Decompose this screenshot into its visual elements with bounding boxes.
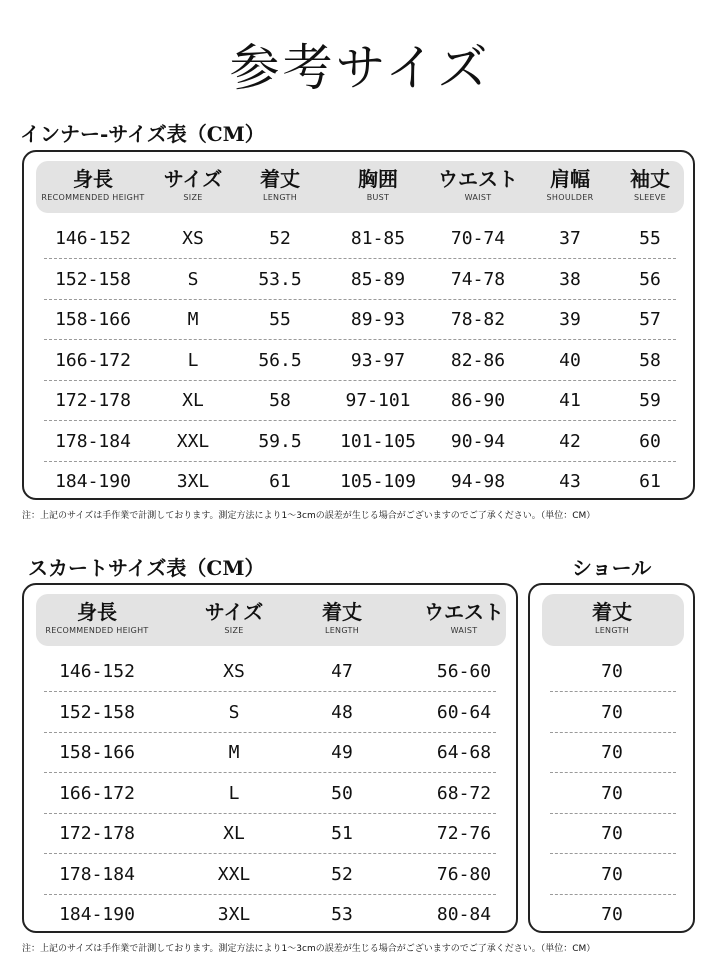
table-cell: 172-178 xyxy=(55,390,131,411)
table-cell: 101-105 xyxy=(340,430,416,452)
table-header xyxy=(542,594,684,646)
table-cell: 184-190 xyxy=(55,471,131,492)
table-cell: 70 xyxy=(601,661,623,682)
table-cell: 70 xyxy=(601,701,623,723)
table-cell: 53 xyxy=(331,904,353,925)
table-cell: 72-76 xyxy=(436,823,492,844)
table-cell: 152-158 xyxy=(59,701,135,723)
table-cell: 3XL xyxy=(176,471,210,492)
table-cell: XL xyxy=(182,390,204,411)
header-sublabel: SLEEVE xyxy=(634,193,666,202)
table-cell: 49 xyxy=(331,742,353,763)
table-cell: 90-94 xyxy=(450,430,506,452)
table-cell: 58 xyxy=(639,349,661,371)
table-cell: 70 xyxy=(601,904,623,925)
table-row xyxy=(44,341,676,381)
header-label: 着丈 xyxy=(260,167,300,191)
table-cell: 70 xyxy=(601,823,623,844)
table-cell: 51 xyxy=(331,823,353,844)
header-cell xyxy=(292,594,392,637)
table-cell: 59.5 xyxy=(258,430,302,452)
table-header xyxy=(36,161,684,213)
table-cell: 48 xyxy=(331,701,353,723)
table-cell: 105-109 xyxy=(340,471,416,492)
table-cell: S xyxy=(228,701,240,723)
table-cell: L xyxy=(228,782,240,804)
table-cell: 39 xyxy=(559,309,581,330)
table-cell: 55 xyxy=(639,228,661,249)
table-row xyxy=(44,422,676,462)
table-row xyxy=(550,855,676,895)
table-row xyxy=(550,693,676,733)
header-sublabel: RECOMMENDED HEIGHT xyxy=(41,193,145,202)
table-row xyxy=(550,652,676,692)
header-label: ウエスト xyxy=(424,600,504,624)
table-cell: 158-166 xyxy=(59,742,135,763)
table-row xyxy=(44,814,496,854)
table-cell: XXL xyxy=(176,430,210,452)
table-row xyxy=(44,733,496,773)
header-sublabel: SIZE xyxy=(224,626,244,635)
table-cell: 70 xyxy=(601,742,623,763)
table-row xyxy=(44,693,496,733)
table-cell: 38 xyxy=(559,268,581,290)
table-cell: 81-85 xyxy=(350,228,406,249)
table-cell: 178-184 xyxy=(59,863,135,885)
table-cell: 61 xyxy=(639,471,661,492)
table-cell: 47 xyxy=(331,661,353,682)
skirt-size-table xyxy=(22,583,518,933)
table-cell: 166-172 xyxy=(55,349,131,371)
table-cell: XS xyxy=(223,661,245,682)
header-label: ウエスト xyxy=(438,167,518,191)
table-row xyxy=(44,462,676,502)
table-cell: 178-184 xyxy=(55,430,131,452)
table-row xyxy=(550,733,676,773)
table-cell: XL xyxy=(223,823,245,844)
table-cell: XXL xyxy=(217,863,251,885)
table-cell: M xyxy=(228,742,240,763)
table-cell: 61 xyxy=(269,471,291,492)
table-row xyxy=(44,774,496,814)
table-cell: 37 xyxy=(559,228,581,249)
table-cell: 74-78 xyxy=(450,268,506,290)
table-cell: 60-64 xyxy=(436,701,492,723)
table-cell: 55 xyxy=(269,309,291,330)
table-cell: 68-72 xyxy=(436,782,492,804)
table-cell: 76-80 xyxy=(436,863,492,885)
table-row xyxy=(44,381,676,421)
table-cell: 43 xyxy=(559,471,581,492)
header-cell xyxy=(38,161,148,204)
table-cell: 146-152 xyxy=(55,228,131,249)
header-sublabel: SHOULDER xyxy=(546,193,594,202)
table-cell: 50 xyxy=(331,782,353,804)
table-cell: 94-98 xyxy=(450,471,506,492)
table-cell: 89-93 xyxy=(350,309,406,330)
inner-table-title: インナー-サイズ表（CM） xyxy=(20,122,265,146)
header-label: 身長 xyxy=(77,600,117,624)
table-cell: 40 xyxy=(559,349,581,371)
table-cell: 80-84 xyxy=(436,904,492,925)
table-cell: 82-86 xyxy=(450,349,506,371)
table-cell: 41 xyxy=(559,390,581,411)
header-sublabel: LENGTH xyxy=(262,193,298,202)
table-cell: L xyxy=(187,349,199,371)
table-cell: 85-89 xyxy=(350,268,406,290)
table-cell: 56.5 xyxy=(258,349,302,371)
table-cell: 52 xyxy=(269,228,291,249)
table-cell: M xyxy=(187,309,199,330)
shawl-size-table xyxy=(528,583,695,933)
table-cell: 70 xyxy=(601,863,623,885)
inner-size-table xyxy=(22,150,695,500)
header-label: 着丈 xyxy=(322,600,362,624)
table-cell: 184-190 xyxy=(59,904,135,925)
table-row xyxy=(44,652,496,692)
header-cell xyxy=(426,161,530,204)
table-row xyxy=(44,219,676,259)
table-cell: 60 xyxy=(639,430,661,452)
header-cell xyxy=(184,594,284,637)
table-cell: S xyxy=(187,268,199,290)
page-title: 参考サイズ xyxy=(229,39,491,97)
header-label: 着丈 xyxy=(592,600,632,624)
table-cell: 59 xyxy=(639,390,661,411)
table-row xyxy=(550,814,676,854)
table-cell: 70-74 xyxy=(450,228,506,249)
header-cell xyxy=(534,161,606,204)
table-cell: 172-178 xyxy=(59,823,135,844)
table-cell: 78-82 xyxy=(450,309,506,330)
header-cell xyxy=(236,161,324,204)
header-sublabel: LENGTH xyxy=(594,626,630,635)
table-cell: 56-60 xyxy=(436,661,492,682)
table-cell: 53.5 xyxy=(258,268,302,290)
table-cell: 166-172 xyxy=(59,782,135,804)
skirt-note: 注：上記のサイズは手作業で計測しております。測定方法により1～3cmの誤差が生じる場合がございますのでご了承ください。（単位：CM） xyxy=(22,944,596,954)
header-sublabel: RECOMMENDED HEIGHT xyxy=(45,626,149,635)
table-row xyxy=(44,855,496,895)
table-cell: 93-97 xyxy=(350,349,406,371)
table-cell: XS xyxy=(182,228,204,249)
header-cell xyxy=(544,594,680,637)
header-cell xyxy=(326,161,430,204)
table-cell: 3XL xyxy=(217,904,251,925)
header-cell xyxy=(38,594,156,637)
table-cell: 158-166 xyxy=(55,309,131,330)
table-row xyxy=(44,895,496,935)
header-sublabel: SIZE xyxy=(183,193,203,202)
table-cell: 86-90 xyxy=(450,390,506,411)
table-row xyxy=(44,300,676,340)
header-sublabel: WAIST xyxy=(464,193,492,202)
table-cell: 58 xyxy=(269,390,291,411)
header-label: サイズ xyxy=(204,600,264,624)
header-cell xyxy=(152,161,234,204)
header-sublabel: WAIST xyxy=(450,626,478,635)
header-label: サイズ xyxy=(163,167,223,191)
shawl-table-title: ショール xyxy=(572,556,652,580)
header-cell xyxy=(404,594,524,637)
header-cell xyxy=(614,161,686,204)
table-cell: 42 xyxy=(559,430,581,452)
table-cell: 152-158 xyxy=(55,268,131,290)
header-sublabel: BUST xyxy=(366,193,390,202)
table-cell: 146-152 xyxy=(59,661,135,682)
header-label: 肩幅 xyxy=(550,167,590,191)
table-cell: 97-101 xyxy=(345,390,411,411)
table-cell: 52 xyxy=(331,863,353,885)
table-cell: 57 xyxy=(639,309,661,330)
table-cell: 56 xyxy=(639,268,661,290)
skirt-table-title: スカートサイズ表（CM） xyxy=(28,556,265,580)
table-cell: 64-68 xyxy=(436,742,492,763)
header-label: 胸囲 xyxy=(358,167,398,191)
table-header xyxy=(36,594,506,646)
header-label: 身長 xyxy=(73,167,113,191)
header-sublabel: LENGTH xyxy=(324,626,360,635)
inner-note: 注：上記のサイズは手作業で計測しております。測定方法により1～3cmの誤差が生じる場合がございますのでご了承ください。（単位：CM） xyxy=(22,511,596,521)
table-row xyxy=(550,774,676,814)
table-row xyxy=(44,260,676,300)
table-cell: 70 xyxy=(601,782,623,804)
header-label: 袖丈 xyxy=(630,167,670,191)
table-row xyxy=(550,895,676,935)
